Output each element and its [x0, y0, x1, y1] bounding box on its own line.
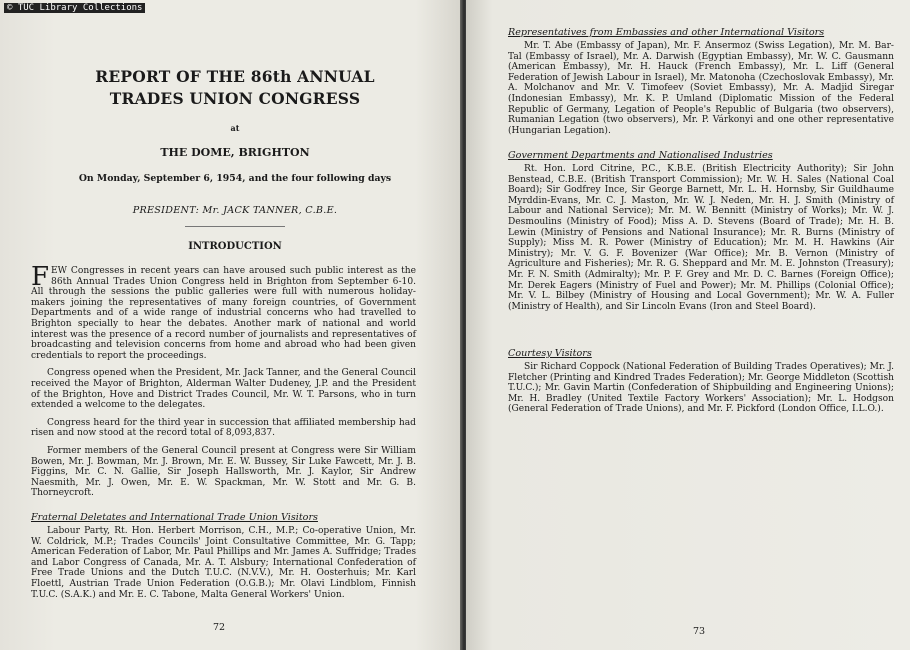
government-body: [508, 164, 894, 319]
intro-paragraph-1: FEW Congresses in recent years can have aroused such public interest as the 86th Annual Trades Union Congress held in Brighton from September 6-10. All through the sessions the public galleries were full with numerous holiday-makers joining the representatives of many foreign countries, of Government Departments and of a wide range of industrial concerns who had travelled to Brighton specially to hear the debates. Another mark of national and world interest was the presence of a record number of journalists and representatives of broadcasting and television concerns from home and abroad who had been given credentials to report the proceedings.: [31, 262, 416, 361]
introduction-heading: INTRODUCTION: [188, 241, 282, 252]
government-heading: Government Departments and Nationalised Industries: [508, 150, 773, 161]
collection-watermark: © TUC Library Collections: [4, 3, 145, 13]
venue: THE DOME, BRIGHTON: [160, 146, 310, 159]
embassy-paragraph: Mr. T. Abe (Embassy of Japan), Mr. F. Ansermoz (Swiss Legation), Mr. M. Bar-Tal (Embassy of Israel), Mr. A. Darwish (Egyptian Embassy), Mr. W. C. Gausmann (American Embassy), Mr. H. Hauck (French Embassy), Mr. L. Liff (General Federation of Jewish Labour in Israel), Mr. Matonoha (Czechoslovak Embassy), Mr. A. Molchanov and Mr. V. Timofeev (Soviet Embassy), Mr. A. Madjid Siregar (Indonesian Embassy), Mr. K. P. Umland (Diplomatic Mission of the Federal Republic of Germany, Legation of People's Republic of Bulgaria (two observers), Rumanian Legation (two observers), Mr. P. Várkonyi and one other representative (Hungarian Legation).: [508, 41, 894, 136]
embassy-heading: Representatives from Embassies and other International Visitors: [508, 27, 825, 38]
intro-paragraph-3: Congress heard for the third year in succession that affiliated membership had risen and now stood at the record total of 8,093,837.: [31, 417, 416, 439]
courtesy-body: [508, 362, 894, 422]
courtesy-paragraph: Sir Richard Coppock (National Federation of Building Trades Operatives); Mr. J. Fletcher (Printing and Kindred Trades Federation); Mr. George Middleton (Scottish T.U.C.); Mr. Gavin Martin (Confederation of Shipbuilding and Engineering Unions); Mr. H. Bradley (United Textile Factory Workers' Association); Mr. L. Hodgson (General Federation of Trade Unions), and Mr. F. Pickford (London Office, I.L.O.).: [508, 362, 894, 415]
right-page: [466, 0, 910, 650]
fraternal-body: [31, 526, 416, 607]
government-paragraph: Rt. Hon. Lord Citrine, P.C., K.B.E. (British Electricity Authority); Sir John Benstead, C.B.E. (British Transport Commission); Mr. W. H. Sales (National Coal Board); Sir Godfrey Ince, Sir George Barnett, Mr. L. H. Hornsby, Sir Guildhaume Myrddin-Evans, Mr. C. J. Maston, Mr. W. J. Neden, Mr. H. J. Smith (Ministry of Labour and National Service); Mr. M. W. Bennitt (Ministry of Works); Mr. W. J. Desmoulins (Ministry of Food); Miss A. D. Stevens (Board of Trade); Mr. H. B. Lewin (Ministry of Pensions and National Insurance); Mr. R. Burns (Ministry of Supply); Miss M. R. Power (Ministry of Education); Mr. M. H. Hawkins (Air Ministry); Mr. V. G. F. Bovenizer (War Office); Mr. B. Vernon (Ministry of Agriculture and Fisheries); Mr. R. G. Sheppard and Mr. M. E. Johnston (Treasury); Mr. F. N. Smith (Admiralty); Mr. P. F. Grey and Mr. D. C. Barnes (Foreign Office); Mr. Derek Eagers (Ministry of Fuel and Power); Mr. M. Phillips (Colonial Office); Mr. V. L. Bilbey (Ministry of Housing and Local Government); Mr. W. A. Fuller (Ministry of Health), and Sir Lincoln Evans (Iron and Steel Board).: [508, 164, 894, 312]
fraternal-paragraph: Labour Party, Rt. Hon. Herbert Morrison, C.H., M.P.; Co-operative Union, Mr. W. Coldrick, M.P.; Trades Councils' Joint Consultative Committee, Mr. G. Tapp; American Federation of Labor, Mr. Paul Phillips and Mr. James A. Suffridge; Trades and Labor Congress of Canada, Mr. A. T. Alsbury; International Confederation of Free Trade Unions and the Dutch T.U.C. (N.V.V.), Mr. H. Oosterhuis; Mr. Karl Floettl, Austrian Trade Union Federation (O.G.B.); Mr. Olavi Lindblom, Finnish T.U.C. (S.A.K.) and Mr. E. C. Tabone, Malta General Workers' Union.: [31, 526, 416, 600]
fraternal-heading: Fraternal Deletates and International Trade Union Visitors: [31, 512, 318, 523]
president-line: PRESIDENT: Mr. JACK TANNER, C.B.E.: [132, 205, 338, 216]
page-number-right: 73: [693, 626, 706, 637]
intro-paragraph-2: Congress opened when the President, Mr. Jack Tanner, and the General Council received the Mayor of Brighton, Alderman Walter Dudeney, J.P. and the President of the Brighton, Hove and District Trades Council, Mr. W. T. Parsons, who in turn extended a welcome to the delegates.: [31, 368, 416, 411]
drop-cap: F: [31, 262, 50, 292]
at-label: at: [230, 123, 240, 133]
report-title-line2: TRADES UNION CONGRESS: [109, 89, 361, 108]
introduction-body: [31, 262, 416, 506]
intro-paragraph-4: Former members of the General Council present at Congress were Sir William Bowen, Mr. J. Bowman, Mr. J. Brown, Mr. E. W. Bussey, Sir Luke Fawcett, Mr. J. B. Figgins, Mr. C. N. Gallie, Sir Joseph Hallsworth, Mr. J. Kaylor, Sir Andrew Naesmith, Mr. J. Owen, Mr. E. W. Spackman, Mr. W. Stott and Mr. G. B. Thorneycroft.: [31, 445, 416, 499]
page-number-left: 72: [213, 622, 226, 633]
report-title-line1: REPORT OF THE 86th ANNUAL: [95, 67, 375, 86]
courtesy-heading: Courtesy Visitors: [508, 348, 592, 359]
embassy-body: [508, 41, 894, 143]
congress-dates: On Monday, September 6, 1954, and the four following days: [78, 173, 392, 184]
divider: [185, 226, 285, 227]
